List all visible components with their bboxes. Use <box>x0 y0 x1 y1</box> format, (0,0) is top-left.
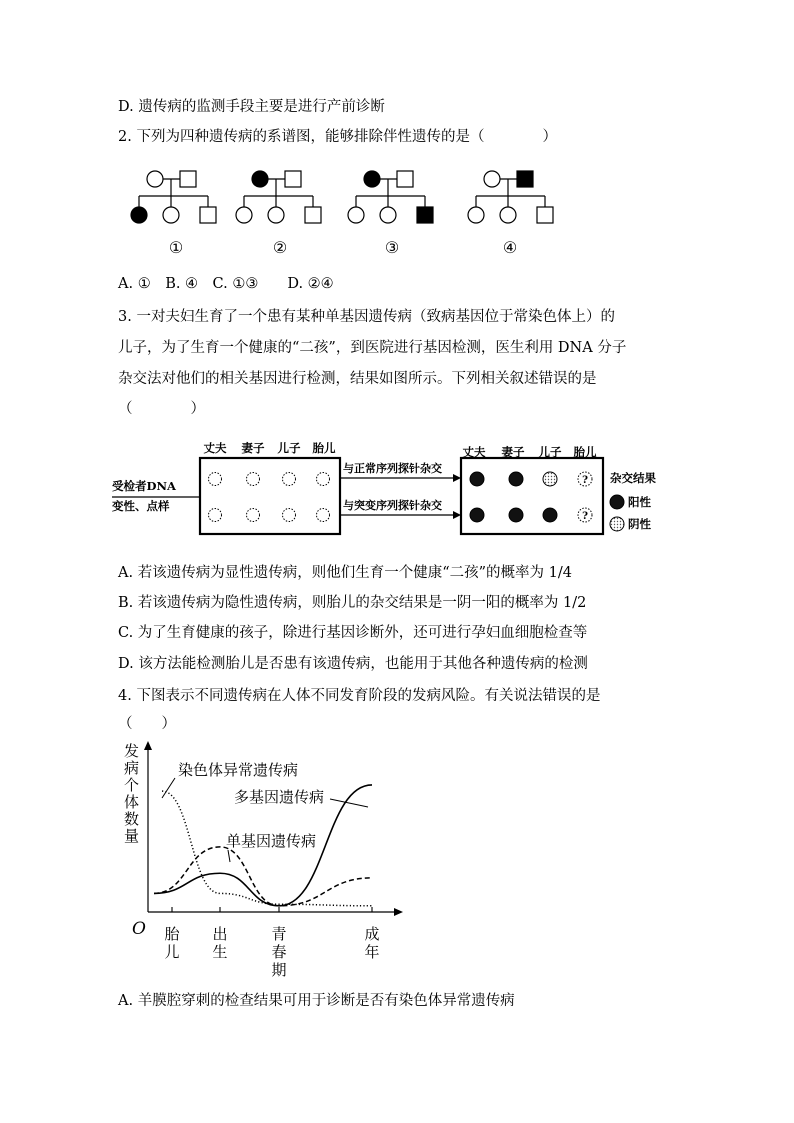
series-label-1: 单基因遗传病 <box>226 832 317 850</box>
x-tick-label-0: 胎 <box>164 925 180 943</box>
series-leader-1 <box>228 850 230 862</box>
series-line-1 <box>154 847 372 906</box>
legend-positive-label: 阳性 <box>628 495 651 509</box>
series-label-2: 多基因遗传病 <box>234 788 325 806</box>
pedigree-1-mother <box>147 171 163 187</box>
pedigree-3-affected-mother <box>364 171 380 187</box>
y-axis-label-char: 数 <box>124 810 140 828</box>
x-tick-label-2: 期 <box>271 961 287 979</box>
arrow-label-mutant-probe: 与突变序列探针杂交 <box>343 499 442 512</box>
sample-spot <box>283 509 296 522</box>
result-spot-positive <box>470 508 484 522</box>
question-2-options: A. ① B. ④ C. ①③ D. ②④ <box>118 276 334 292</box>
y-axis-label-char: 量 <box>124 827 140 845</box>
legend-negative-label: 阴性 <box>628 517 651 531</box>
x-tick-label-1: 出 <box>212 925 228 943</box>
series-leader-2 <box>330 799 368 807</box>
y-axis-label-char: 个 <box>124 776 140 794</box>
pedigree-1-father <box>180 171 196 187</box>
result-spot-positive <box>509 472 523 486</box>
pedigree-1-son <box>200 207 216 223</box>
pedigree-1 <box>131 171 216 223</box>
series-label-0: 染色体异常遗传病 <box>178 761 299 779</box>
pedigree-4-mother <box>484 171 500 187</box>
result-spot-positive <box>509 508 523 522</box>
header-wife-left: 妻子 <box>241 441 265 455</box>
result-spot-negative <box>543 472 557 486</box>
unknown-mark: ? <box>582 475 588 486</box>
y-axis-arrow <box>144 741 152 750</box>
x-tick-label-0: 儿 <box>164 943 180 961</box>
option-b-q3: B. 若该遗传病为隐性遗传病，则胎儿的杂交结果是一阴一阳的概率为 1/2 <box>118 595 587 611</box>
pedigree-1-daughter <box>163 207 179 223</box>
pedigree-label-1: ① <box>168 238 184 257</box>
question-3-line-3: 杂交法对他们的相关基因进行检测，结果如图所示。下列相关叙述错误的是 <box>118 371 597 387</box>
sample-spot <box>209 473 222 486</box>
x-tick-label-3: 年 <box>364 943 380 961</box>
input-label-2: 变性、点样 <box>112 499 170 513</box>
pedigree-2-affected-mother <box>252 171 268 187</box>
result-spot-positive <box>470 472 484 486</box>
header-husband-right: 丈夫 <box>462 445 486 459</box>
sample-spot <box>247 509 260 522</box>
header-husband-left: 丈夫 <box>203 441 227 455</box>
pedigree-charts <box>112 162 572 262</box>
series-leader-0 <box>162 778 175 798</box>
sample-spot <box>317 473 330 486</box>
header-son-right: 儿子 <box>538 445 562 459</box>
question-2: 2. 下列为四种遗传病的系谱图，能够排除伴性遗传的是（ ） <box>118 129 557 145</box>
y-axis-label-char: 病 <box>124 759 140 777</box>
question-3-line-1: 3. 一对夫妇生育了一个患有某种单基因遗传病（致病基因位于常染色体上）的 <box>118 309 615 325</box>
pedigree-3-daughter-a <box>348 207 364 223</box>
pedigree-label-3: ③ <box>384 238 400 257</box>
legend-positive-swatch <box>610 495 624 509</box>
pedigree-label-2: ② <box>272 238 288 257</box>
pedigree-2-daughter-b <box>268 207 284 223</box>
header-fetus-right: 胎儿 <box>573 445 597 459</box>
pedigree-4-affected-father <box>517 171 533 187</box>
question-4-answer-blank: （ ） <box>118 716 176 732</box>
arrow-label-normal-probe: 与正常序列探针杂交 <box>343 462 442 475</box>
pedigree-1-affected-daughter <box>131 207 147 223</box>
question-4: 4. 下图表示不同遗传病在人体不同发育阶段的发病风险。有关说法错误的是 <box>118 688 601 704</box>
y-axis-label-char: 发 <box>124 742 140 760</box>
pedigree-4 <box>468 171 553 223</box>
dna-hybridization-figure <box>112 436 672 542</box>
x-tick-label-3: 成 <box>364 925 380 943</box>
pedigree-2-daughter-a <box>236 207 252 223</box>
unknown-mark: ? <box>582 511 588 522</box>
result-box <box>461 458 603 534</box>
x-tick-label-1: 生 <box>212 943 228 961</box>
x-tick-label-2: 春 <box>271 943 287 961</box>
pedigree-2-son <box>305 207 321 223</box>
pedigree-label-4: ④ <box>502 238 518 257</box>
y-axis-label-char: 体 <box>124 793 140 811</box>
question-3-answer-blank: （ ） <box>118 401 205 417</box>
x-tick-label-2: 青 <box>271 925 287 943</box>
legend-negative-swatch <box>610 517 624 531</box>
disease-risk-chart <box>118 740 418 985</box>
option-c-q3: C. 为了生育健康的孩子，除进行基因诊断外，还可进行孕妇血细胞检查等 <box>118 625 588 641</box>
pedigree-4-daughter-b <box>500 207 516 223</box>
header-wife-right: 妻子 <box>501 445 525 459</box>
sample-box <box>200 458 340 534</box>
pedigree-2-father <box>285 171 301 187</box>
header-fetus-left: 胎儿 <box>312 441 336 455</box>
pedigree-3-father <box>397 171 413 187</box>
pedigree-3-affected-son <box>417 207 433 223</box>
input-label-1: 受检者DNA <box>112 479 176 493</box>
option-d-q3: D. 该方法能检测胎儿是否患有该遗传病，也能用于其他各种遗传病的检测 <box>118 656 588 672</box>
option-a-q4: A. 羊膜腔穿刺的检查结果可用于诊断是否有染色体异常遗传病 <box>118 993 515 1009</box>
pedigree-3-daughter-b <box>380 207 396 223</box>
question-3-line-2: 儿子，为了生育一个健康的“二孩”，到医院进行基因检测，医生利用 DNA 分子 <box>118 340 627 356</box>
pedigree-3 <box>348 171 433 223</box>
sample-spot <box>317 509 330 522</box>
x-axis-arrow <box>394 908 403 916</box>
legend-title: 杂交结果 <box>610 471 656 485</box>
pedigree-4-daughter-a <box>468 207 484 223</box>
option-a-q3: A. 若该遗传病为显性遗传病，则他们生育一个健康“二孩”的概率为 1/4 <box>118 565 572 581</box>
sample-spot <box>283 473 296 486</box>
origin-label: O <box>132 919 146 939</box>
option-d-q1: D. 遗传病的监测手段主要是进行产前诊断 <box>118 99 385 115</box>
pedigree-4-son <box>537 207 553 223</box>
result-spot-positive <box>543 508 557 522</box>
sample-spot <box>247 473 260 486</box>
sample-spot <box>209 509 222 522</box>
header-son-left: 儿子 <box>277 441 301 455</box>
pedigree-2 <box>236 171 321 223</box>
